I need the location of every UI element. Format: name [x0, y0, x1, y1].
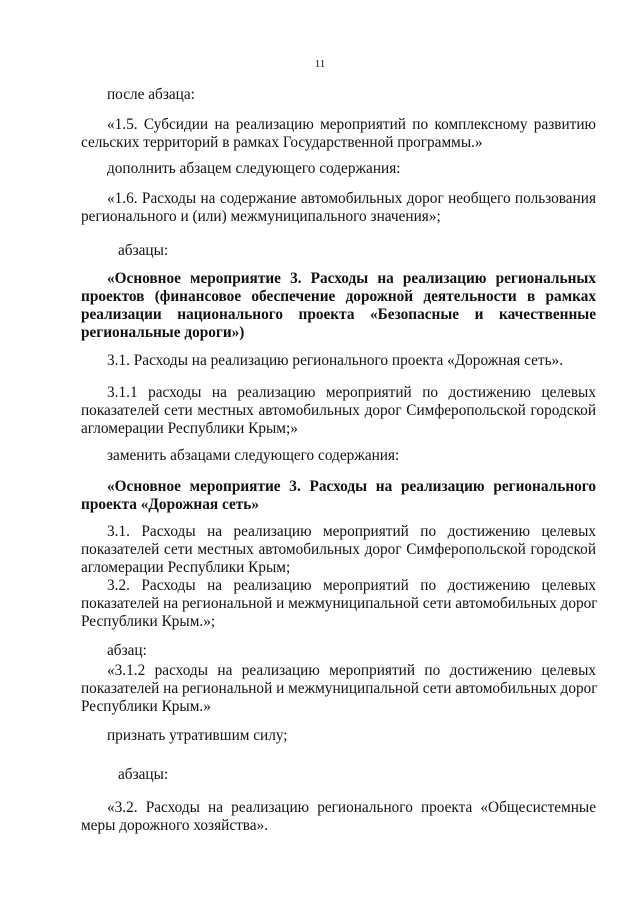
text-line: заменить абзацами следующего содержания: — [107, 447, 400, 464]
text-line: абзацы: — [118, 242, 169, 259]
text-line: агломерации Республики Крым; — [81, 559, 291, 576]
paragraph-supplement — [81, 160, 596, 178]
text-line: показателей на региональной и межмуниципальной сети автомобильных дорог — [81, 680, 598, 697]
paragraph-paragraphs-label-2 — [81, 766, 596, 784]
text-line: «Основное мероприятие 3. Расходы на реализацию регионального — [107, 478, 596, 495]
text-line: 3.1. Расходы на реализацию регионального проекта «Дорожная сеть». — [107, 352, 564, 369]
text-line: показателей на региональной и межмуниципальной сети автомобильных дорог — [81, 595, 598, 612]
text-line: региональные дороги») — [81, 324, 245, 341]
text-line: «3.1.2 расходы на реализацию мероприятий по достижению целевых — [107, 662, 596, 679]
text-line: «3.2. Расходы на реализацию регионального проекта «Общесистемные — [107, 799, 596, 816]
text-line: абзацы: — [118, 766, 169, 783]
paragraph-main-activity-old — [81, 270, 596, 342]
text-line: показателей сети местных автомобильных дорог Симферопольской городской — [81, 402, 596, 419]
paragraph-replace — [81, 447, 596, 465]
text-line: признать утратившим силу; — [107, 727, 288, 744]
paragraph-after-paragraph — [81, 86, 596, 104]
text-line: дополнить абзацем следующего содержания: — [107, 160, 401, 177]
text-line: 3.2. Расходы на реализацию мероприятий по достижению целевых — [107, 577, 596, 594]
paragraph-repeal — [81, 727, 596, 745]
text-line: «Основное мероприятие 3. Расходы на реализацию региональных — [107, 270, 596, 287]
paragraph-quote-1-6 — [81, 190, 596, 226]
text-line: абзац: — [107, 642, 147, 659]
text-line: 3.1.1 расходы на реализацию мероприятий по достижению целевых — [107, 384, 596, 401]
paragraph-3-2-system — [81, 799, 596, 835]
paragraph-3-1-old — [81, 352, 596, 370]
text-line: проекта «Дорожная сеть» — [81, 496, 260, 513]
text-line: Республики Крым.» — [81, 698, 211, 715]
text-line: агломерации Республики Крым;» — [81, 420, 298, 437]
page-number: 11 — [314, 58, 326, 70]
text-line: показателей сети местных автомобильных дорог Симферопольской городской — [81, 541, 596, 558]
paragraph-paragraphs-label — [81, 242, 596, 260]
text-line: сельских территорий в рамках Государственной программы.» — [81, 134, 483, 151]
paragraph-quote-1-5 — [81, 116, 596, 152]
text-line: регионального и (или) межмуниципального значения»; — [81, 208, 441, 225]
paragraph-3-1-2 — [81, 662, 596, 716]
paragraph-paragraph-label — [81, 642, 596, 660]
paragraph-3-2-new — [81, 577, 596, 631]
text-line: «1.6. Расходы на содержание автомобильных дорог необщего пользования — [107, 190, 596, 207]
text-line: Республики Крым.»; — [81, 613, 216, 630]
paragraph-main-activity-new — [81, 478, 596, 514]
text-line: реализации национального проекта «Безопасные и качественные — [81, 306, 596, 323]
text-line: меры дорожного хозяйства». — [81, 817, 269, 834]
text-line: «1.5. Субсидии на реализацию мероприятий по комплексному развитию — [107, 116, 596, 133]
text-line: 3.1. Расходы на реализацию мероприятий по достижению целевых — [107, 523, 596, 540]
paragraph-3-1-new — [81, 523, 596, 577]
text-line: проектов (финансовое обеспечение дорожной деятельности в рамках — [81, 288, 596, 305]
text-line: после абзаца: — [107, 86, 195, 103]
paragraph-3-1-1-old — [81, 384, 596, 438]
